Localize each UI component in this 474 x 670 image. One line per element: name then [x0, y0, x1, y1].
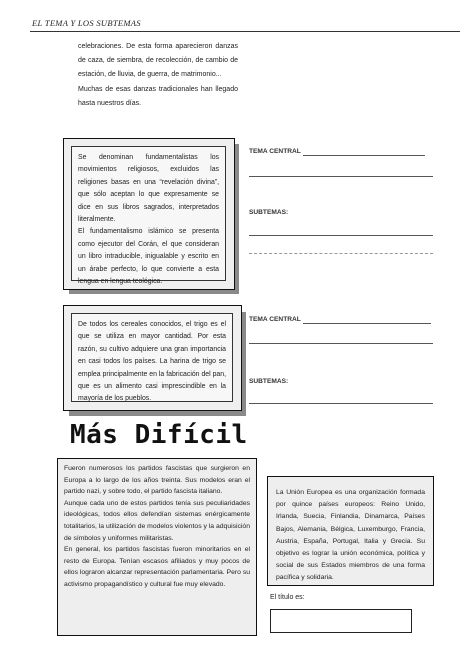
- subtemas-label: SUBTEMAS:: [249, 209, 289, 216]
- page-header: EL TEMA Y LOS SUBTEMAS: [32, 18, 141, 28]
- ue-text-box: [267, 476, 434, 586]
- tema-central-line[interactable]: [303, 155, 425, 156]
- subtemas-label: SUBTEMAS:: [249, 378, 289, 385]
- answer-line[interactable]: [249, 253, 433, 254]
- exercise1-text-box: [71, 146, 226, 286]
- exercise2-text-box: [71, 313, 233, 402]
- fascist-paragraph: En general, los partidos fascistas fueron minoritarios en el resto de Europa. Tenían escasos afiliados y muy pocos de ellos lograron alcanzar representación parlamentaria. Pero su activismo propagandístico y cultural fue muy elevado.: [64, 546, 250, 588]
- section-title: Más Difícil: [70, 420, 248, 450]
- fascist-paragraph: Aunque cada uno de estos partidos tenía sus peculiaridades ideológicas, todos ellos defendían sistemas enérgicamente totalitarios, la utilización de modelos violentos y la adquisición de símbolos y uniformes militaristas.: [64, 499, 250, 542]
- answer-label: El título es:: [270, 594, 305, 601]
- header-divider: [30, 31, 460, 32]
- exercise1-paragraph: El fundamentalismo islámico se presenta como ejecutor del Corán, el que consideran un libro intraducible, inigualable y escrito en un árabe perfecto, lo que convierte a esta lengua en lengua teológica.: [78, 228, 219, 286]
- answer-line[interactable]: [249, 235, 433, 236]
- exercise2-paragraph: De todos los cereales conocidos, el trigo es el que se utiliza en mayor cantidad. Por esta razón, su cultivo adquiere una gran importancia en casi todos los países. La harina de trigo se emplea principalmente en la fabricación del pan, que es un alimento casi imprescindible en la mayoría de los pueblos.: [78, 321, 226, 403]
- tema-central-line[interactable]: [303, 323, 431, 324]
- ue-paragraph: La Unión Europea es una organización formada por quince países europeos: Reino Unido, Irlanda, Suecia, Finlandia, Dinamarca, Países Bajos, Alemania, Bélgica, Luxemburgo, Francia, Austria, España, Portugal, Italia y Grecia. Su objetivo es lograr la unión económica, política y social de sus Estados miembros de una forma pacífica y solidaria.: [276, 489, 425, 582]
- answer-line[interactable]: [249, 343, 433, 344]
- intro-paragraph: Muchas de esas danzas tradicionales han llegado hasta nuestros días.: [78, 85, 238, 107]
- exercise1-paragraph: Se denominan fundamentalistas los movimientos religiosos, excluidos las religiones basas en una “revelación divina”, que sólo aceptan lo que expresamente se dice en sus libros sagrados, interpretados literalmente.: [78, 154, 219, 224]
- intro-text: [78, 40, 238, 111]
- fascist-paragraph: Fueron numerosos los partidos fascistas que surgieron en Europa a lo largo de los años treinta. Sus modelos eran el partido nazi, y sobre todo, el partido fascista italiano.: [64, 465, 250, 496]
- tema-central-label: TEMA CENTRAL: [249, 316, 301, 323]
- answer-line[interactable]: [249, 176, 433, 177]
- fascist-text-box: [57, 458, 257, 636]
- tema-central-label: TEMA CENTRAL: [249, 148, 301, 155]
- title-answer-box[interactable]: [270, 609, 412, 633]
- answer-line[interactable]: [249, 403, 433, 404]
- intro-paragraph: celebraciones. De esta forma aparecieron danzas de caza, de siembra, de recolección, de cambio de estación, de lluvia, de guerra, de matrimonio...: [78, 43, 238, 79]
